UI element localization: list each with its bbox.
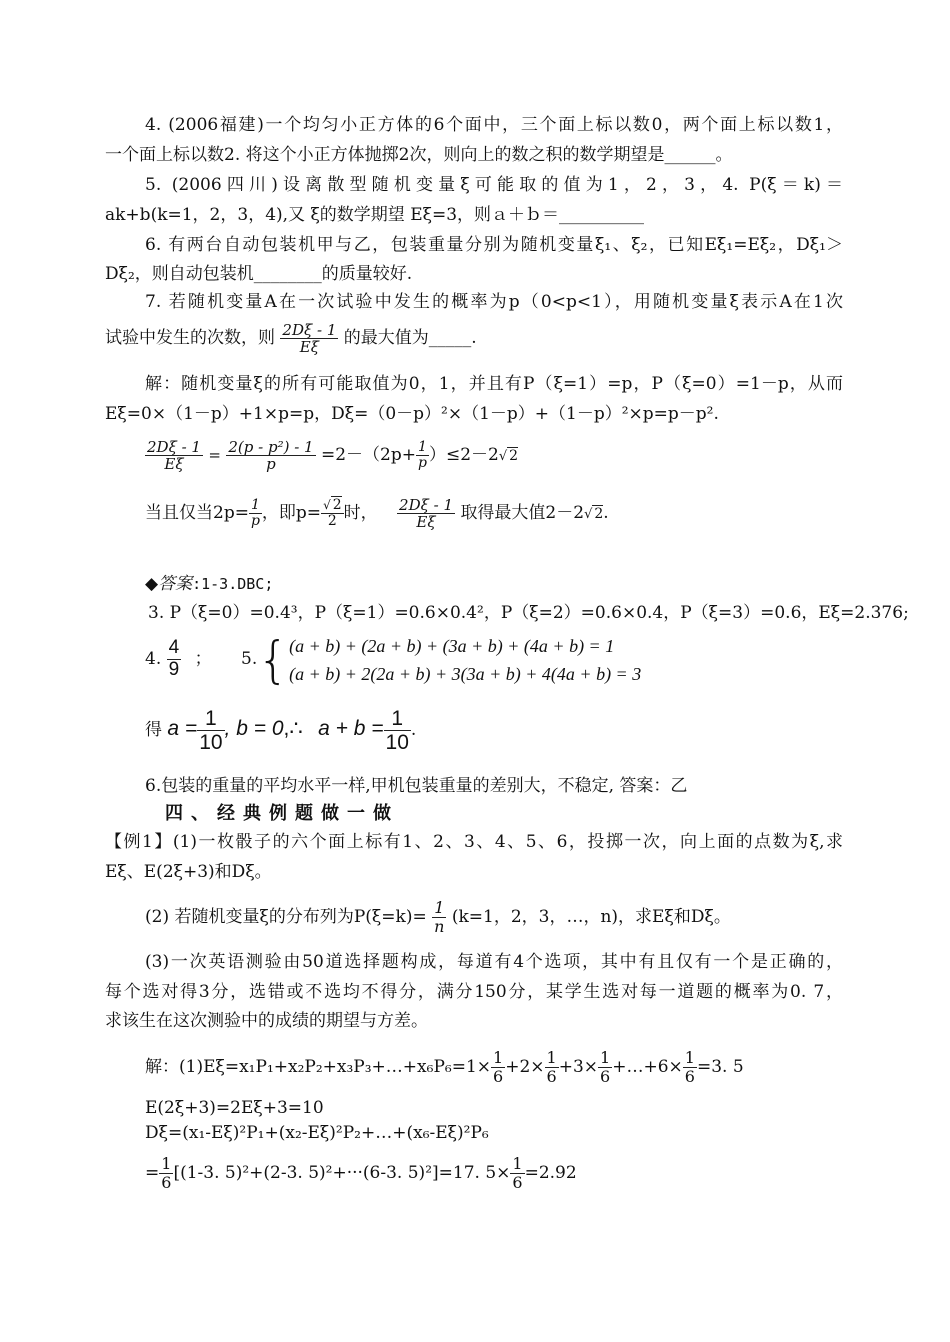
text-segment: 解：(1)Eξ=x₁P₁+x₂P₂+x₃P₃+…+x₆P₆=1×	[145, 1057, 492, 1077]
fraction-numerator: 1	[416, 440, 429, 456]
solution-7-line-4: 当且仅当2p= $\frac{1}{p}$ ，即p= $\frac{√ 2}{2}$ 时， $\frac{2D\xi - 1}{E\xi}$ 取得最大值2－2√ 2.	[145, 495, 609, 531]
problem-4-line-2: 一个面上标以数2. 将这个小正方体抛掷2次，则向上的数之积的数学期望是______。	[105, 145, 733, 165]
problem-6-line-2: Dξ₂，则自动包装机________的质量较好.	[105, 264, 413, 284]
text-segment: =3. 5	[696, 1057, 744, 1077]
problem-7-line-2	[105, 318, 477, 358]
fraction-numerator: 1	[161, 1154, 172, 1174]
fraction-2d-over-e-b	[397, 497, 455, 531]
text-segment: [(1-3. 5)²+(2-3. 5)²+···(6-3. 5)²]=17. 5×	[173, 1163, 511, 1183]
problem-4-line-1: 4. (2006福建)一个均匀小正方体的6个面中，三个面上标以数0，两个面上标以数1，	[145, 115, 843, 135]
text-segment: ；	[194, 649, 212, 669]
text-segment: =	[145, 1163, 160, 1183]
problem-5-line-1: 5. (2006四川)设离散型随机变量ξ可能取的值为1，2，3，4. P(ξ＝k)＝	[145, 175, 844, 195]
text-segment: =2.92	[524, 1163, 577, 1183]
fraction-one-tenth-a	[197, 707, 224, 754]
fraction-numerator: 2Dξ - 1	[282, 320, 337, 339]
fraction-2d-over-e	[280, 322, 338, 356]
solution-1-line-2: E(2ξ+3)=2Eξ+3=10	[145, 1098, 324, 1118]
fraction-one-over-p	[249, 498, 262, 530]
sqrt-radicand: 2	[594, 506, 604, 522]
text-segment: ，即p=	[261, 503, 322, 523]
fraction-denominator: 6	[161, 1173, 172, 1192]
fraction-denominator: 10	[385, 731, 409, 754]
fraction-denominator: 6	[512, 1173, 523, 1192]
solution-1-line-4	[145, 1146, 577, 1200]
problem-6-line-1: 6. 有两台自动包装机甲与乙，包装重量分别为随机变量ξ₁、ξ₂，已知Eξ₁=Eξ₂，Dξ₁＞	[145, 235, 843, 255]
fraction-denominator: 6	[493, 1067, 504, 1086]
solution-1-line-3: Dξ=(x₁-Eξ)²P₁+(x₂-Eξ)²P₂+…+(x₆-Eξ)²P₆	[145, 1123, 489, 1143]
fraction-one-sixth	[683, 1049, 697, 1085]
equation-mid-text: =2－（2p+	[321, 445, 417, 465]
example-1-line-2: Eξ、E(2ξ+3)和Dξ。	[105, 862, 272, 882]
example-1-question-3-line-1: (3)一次英语测验由50道选择题构成，每道有4个选项，其中有且仅有一个是正确的，	[145, 952, 843, 972]
text-segment: (2) 若随机变量ξ的分布列为P(ξ=k)=	[145, 907, 427, 927]
problem-7-text-b: 的最大值为_____.	[343, 328, 477, 348]
fraction-denominator: 6	[684, 1067, 695, 1086]
fraction-denominator: 6	[600, 1067, 611, 1086]
fraction-numerator: 4	[168, 637, 180, 659]
fraction-numerator: 1	[197, 707, 224, 731]
answers-header	[145, 572, 273, 596]
fraction-numerator: 1	[512, 1154, 523, 1174]
system-equation-2: (a + b) + 2(2a + b) + 3(3a + b) + 4(4a + b) = 3	[289, 663, 642, 684]
problem-7-line-1: 7. 若随机变量A在一次试验中发生的概率为p（0<p<1），用随机变量ξ表示A在1次	[145, 292, 843, 312]
fraction-numerator: √ 2	[323, 496, 342, 513]
problem-5-line-2: ak+b(k=1，2，3，4),又 ξ的数学期望 Eξ=3，则ａ＋ｂ＝__________	[105, 205, 645, 225]
answers-label: ◆答案	[145, 574, 193, 594]
text-segment: 时，	[343, 503, 378, 523]
fraction-denominator: n	[434, 917, 445, 936]
fraction-denominator: Eξ	[299, 338, 319, 356]
answer-6: 6.包装的重量的平均水平一样,甲机包装重量的差别大，不稳定, 答案：乙	[145, 776, 688, 796]
answer-4-label: 4.	[145, 649, 162, 669]
fraction-denominator: 6	[546, 1067, 557, 1086]
fraction-numerator: 1	[432, 899, 446, 918]
solution-1-line-1	[145, 1040, 744, 1094]
math-a-plus-b: a + b =	[318, 717, 384, 740]
fraction-one-over-p	[416, 440, 429, 472]
equation-tail-text: ）≤2－2	[428, 445, 499, 465]
answer-3: 3. P（ξ=0）=0.4³，P（ξ=1）=0.6×0.4²，P（ξ=2）=0.6×0.4，P（ξ=3）=0.6，Eξ=2.376;	[148, 603, 909, 623]
math-a-equals: a =	[167, 717, 198, 740]
fraction-denominator: Eξ	[164, 455, 184, 473]
text-segment: +…+6×	[612, 1057, 683, 1077]
text-segment: +2×	[505, 1057, 545, 1077]
text-segment: 取得最大值2－2	[460, 503, 585, 523]
fraction-denominator: 9	[168, 659, 180, 680]
answer-5-result	[145, 700, 416, 759]
fraction-denominator: p	[418, 455, 427, 471]
equation-system	[289, 632, 641, 688]
solution-7-equation: $\frac{2D\xi - 1}{E\xi}$ = $\frac{\text{2(p - p²) - 1}}{p}$ =2－（2p+ $\frac{1}{p}$ ）≤2－2√ 2	[147, 437, 519, 473]
fraction-numerator: 1	[249, 498, 262, 514]
text-segment: 得	[145, 720, 162, 740]
fraction-denominator: 2	[327, 513, 337, 529]
solution-7-line-2: Eξ=0×（1－p）+1×p=p，Dξ=（0－p）²×（1－p）+（1－p）²×p=p－p².	[105, 404, 719, 424]
section-heading: 四、经典例题做一做	[165, 803, 399, 824]
therefore-symbol: ,∴	[283, 717, 303, 740]
fraction-numerator: 2Dξ - 1	[399, 495, 454, 514]
fraction-numerator: 1	[493, 1048, 504, 1068]
fraction-one-sixth	[545, 1049, 559, 1085]
fraction-numerator: 2Dξ - 1	[147, 437, 201, 456]
fraction-four-ninths	[167, 638, 182, 681]
text-segment: 当且仅当2p=	[145, 503, 249, 523]
fraction-denominator: p	[266, 455, 276, 473]
fraction-denominator: Eξ	[416, 513, 436, 531]
fraction-numerator: 1	[600, 1048, 611, 1068]
answers-1-3: :1-3.DBC;	[192, 575, 274, 593]
fraction-one-sixth	[159, 1155, 173, 1191]
text-segment: (k=1，2，3，…，n)，求Eξ和Dξ。	[451, 907, 731, 927]
fraction-sqrt2-over-2	[321, 498, 344, 530]
text-segment: .	[603, 503, 609, 523]
math-b-equals: , b = 0	[224, 717, 284, 740]
sqrt-radicand: 2	[509, 448, 519, 464]
fraction-one-tenth-b	[384, 707, 411, 754]
fraction-numerator: 1	[384, 707, 411, 731]
text-segment: .	[410, 720, 417, 740]
fraction-denominator: 10	[199, 731, 223, 754]
fraction-denominator: p	[250, 513, 260, 529]
system-brace: {	[257, 630, 290, 689]
solution-7-line-1: 解：随机变量ξ的所有可能取值为0，1，并且有P（ξ=1）=p，P（ξ=0）=1－p，从而	[145, 374, 843, 394]
fraction-one-sixth	[491, 1049, 505, 1085]
fraction-numerator: 1	[546, 1048, 557, 1068]
fraction-one-sixth	[598, 1049, 612, 1085]
fraction-expanded	[226, 439, 315, 473]
fraction-one-over-n	[432, 899, 446, 935]
fraction-numerator: 1	[684, 1048, 695, 1068]
text-segment: +3×	[558, 1057, 599, 1077]
fraction-numerator: 2(p - p²) - 1	[228, 437, 314, 456]
fraction-one-sixth	[510, 1155, 524, 1191]
example-1-line-1: 【例1】(1)一枚骰子的六个面上标有1、2、3、4、5、6，投掷一次，向上面的点数为ξ,求	[105, 832, 843, 852]
example-1-question-3-line-3: 求该生在这次测验中的成绩的期望与方差。	[105, 1011, 428, 1031]
example-1-question-2	[145, 892, 731, 942]
answers-4-5	[145, 630, 641, 688]
example-1-question-3-line-2: 每个选对得3分，选错或不选均不得分，满分150分，某学生选对每一道题的概率为0. 7，	[105, 982, 843, 1002]
answer-5-label: 5.	[241, 649, 258, 669]
problem-7-text-a: 试验中发生的次数，则	[105, 328, 275, 348]
system-equation-1: (a + b) + (2a + b) + (3a + b) + (4a + b) = 1	[289, 635, 615, 656]
fraction-2d-over-e-a	[145, 439, 203, 473]
